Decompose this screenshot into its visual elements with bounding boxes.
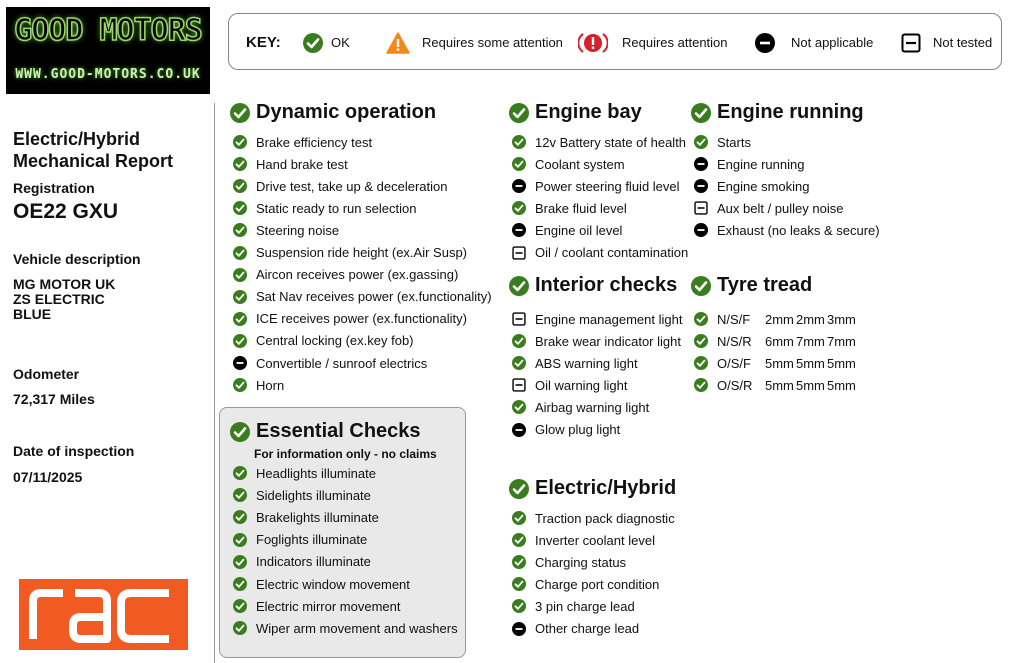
ok-check-icon	[233, 510, 247, 524]
ok-check-icon	[233, 223, 247, 237]
dynamic-operation-item-label: Brake efficiency test	[256, 134, 373, 150]
ok-check-icon	[512, 577, 526, 591]
interior-check-item	[512, 354, 638, 372]
engine-running-item-label: Exhaust (no leaks & secure)	[717, 222, 880, 238]
ok-check-icon	[233, 246, 247, 260]
tyre-depth: 5mm	[827, 355, 856, 371]
tyre-depth: 5mm	[765, 355, 794, 371]
inspection-date-value: 07/11/2025	[13, 469, 83, 485]
not-applicable-icon	[512, 423, 526, 437]
dynamic-operation-item-label: Horn	[256, 377, 285, 393]
interior-check-item-label: Airbag warning light	[535, 399, 650, 415]
dynamic-operation-item	[233, 199, 416, 217]
vehicle-model: ZS ELECTRIC	[13, 291, 105, 307]
interior-check-item	[512, 376, 628, 394]
electric-hybrid-item-label: Charge port condition	[535, 576, 660, 592]
ok-check-icon	[694, 334, 708, 348]
dynamic-operation-item	[233, 266, 458, 284]
essential-check-item-label: Sidelights illuminate	[256, 487, 371, 503]
not-tested-icon	[512, 312, 526, 326]
engine-running-item-label: Engine running	[717, 156, 805, 172]
dynamic-operation-item	[233, 133, 372, 151]
essential-check-item-label: Foglights illuminate	[256, 532, 368, 548]
tyre-position: O/S/R	[717, 377, 753, 393]
report-title-line1: Electric/Hybrid	[13, 129, 141, 149]
dynamic-operation-item	[233, 310, 467, 328]
ok-check-icon	[694, 135, 708, 149]
essential-checks-subtitle: For information only - no claims	[254, 447, 437, 461]
essential-check-item-label: Headlights illuminate	[256, 465, 376, 481]
ok-check-icon	[233, 533, 247, 547]
engine-running-item	[694, 221, 880, 239]
interior-check-item-label: Glow plug light	[535, 422, 621, 437]
engine-running-item	[694, 155, 804, 173]
tyre-depth: 2mm	[765, 311, 794, 327]
electric-hybrid-item-label: Other charge lead	[535, 621, 640, 636]
electric-hybrid-heading	[509, 477, 676, 500]
ok-check-icon	[509, 276, 529, 296]
interior-checks-heading	[509, 274, 677, 297]
dynamic-operation-item-label: ICE receives power (ex.functionality)	[256, 311, 467, 327]
tyre-row	[694, 332, 858, 350]
not-tested-icon	[512, 378, 526, 392]
ok-check-icon	[233, 621, 247, 635]
essential-check-item	[233, 531, 367, 549]
ok-check-icon	[512, 356, 526, 370]
key-title-wrap	[246, 14, 281, 71]
key-item-attention	[578, 14, 728, 71]
essential-check-item	[233, 553, 371, 571]
engine-bay-item-label: 12v Battery state of health	[535, 134, 687, 150]
engine-bay-item	[512, 177, 680, 195]
alert-exclamation-icon	[578, 31, 608, 55]
ok-check-icon	[233, 378, 247, 392]
dynamic-operation-item-label: Suspension ride height (ex.Air Susp)	[256, 245, 468, 260]
vehicle-make: MG MOTOR UK	[13, 276, 116, 292]
dynamic-operation-item-label: Static ready to run selection	[256, 200, 417, 216]
electric-hybrid-item	[512, 597, 635, 615]
essential-check-item	[233, 464, 376, 482]
interior-check-item-label: ABS warning light	[535, 355, 638, 371]
interior-check-item	[512, 332, 681, 350]
registration-label: Registration	[13, 180, 95, 196]
not-applicable-icon	[512, 179, 526, 193]
engine-bay-item-label: Brake fluid level	[535, 200, 627, 216]
tyre-depth: 5mm	[796, 355, 825, 371]
engine-bay-item	[512, 155, 625, 173]
ok-check-icon	[233, 334, 247, 348]
engine-bay-item	[512, 133, 686, 151]
dynamic-operation-item	[233, 244, 467, 262]
inspection-date-label: Date of inspection	[13, 443, 135, 459]
tyre-depth: 7mm	[827, 333, 856, 349]
tyre-row	[694, 376, 858, 394]
dynamic-operation-item-label: Steering noise	[256, 222, 340, 238]
registration-value: OE22 GXU	[13, 200, 119, 223]
engine-bay-item-label: Coolant system	[535, 156, 625, 172]
essential-check-item	[233, 575, 410, 593]
dynamic-operation-title: Dynamic operation	[256, 101, 437, 123]
engine-running-heading	[691, 101, 864, 124]
tyre-position: N/S/F	[717, 311, 751, 327]
tyre-depth: 5mm	[827, 377, 856, 393]
engine-bay-item-label: Engine oil level	[535, 222, 623, 238]
not-tested-icon	[512, 246, 526, 260]
dynamic-operation-item-label: Hand brake test	[256, 156, 348, 172]
essential-check-item-label: Wiper arm movement and washers	[256, 620, 458, 636]
ok-check-icon	[233, 157, 247, 171]
engine-bay-item-label: Oil / coolant contamination	[535, 245, 689, 260]
ok-check-icon	[691, 276, 711, 296]
not-applicable-icon	[755, 33, 775, 53]
vehicle-description	[13, 277, 115, 322]
ok-check-icon	[233, 466, 247, 480]
tyre-position: N/S/R	[717, 333, 752, 349]
not-applicable-icon	[694, 179, 708, 193]
electric-hybrid-item-label: 3 pin charge lead	[535, 598, 635, 614]
ok-check-icon	[694, 312, 708, 326]
not-applicable-icon	[694, 223, 708, 237]
ok-check-icon	[512, 533, 526, 547]
engine-running-item	[694, 177, 810, 195]
ok-check-icon	[512, 555, 526, 569]
key-label-some-attention: Requires some attention	[422, 35, 563, 50]
key-item-na	[755, 14, 873, 71]
essential-checks-heading	[230, 420, 421, 443]
ok-check-icon	[230, 422, 250, 442]
key-label-na: Not applicable	[791, 35, 874, 50]
ok-check-icon	[694, 378, 708, 392]
ok-check-icon	[691, 103, 711, 123]
dynamic-operation-item-label: Aircon receives power (ex.gassing)	[256, 267, 459, 283]
electric-hybrid-item-label: Traction pack diagnostic	[535, 510, 675, 526]
ok-check-icon	[233, 201, 247, 215]
interior-check-item	[512, 398, 649, 416]
engine-running-item-label: Engine smoking	[717, 178, 810, 194]
ok-check-icon	[233, 135, 247, 149]
essential-check-item-label: Indicators illuminate	[256, 554, 371, 570]
electric-hybrid-item	[512, 553, 626, 571]
dynamic-operation-item	[233, 177, 448, 195]
ok-check-icon	[694, 356, 708, 370]
ok-check-icon	[509, 103, 529, 123]
rac-logo	[19, 579, 188, 650]
dynamic-operation-item	[233, 221, 339, 239]
ok-check-icon	[303, 33, 323, 53]
ok-check-icon	[233, 179, 247, 193]
column-divider	[214, 103, 215, 663]
engine-running-title: Engine running	[717, 101, 864, 123]
odometer-label: Odometer	[13, 366, 80, 382]
essential-check-item	[233, 619, 458, 637]
engine-bay-title: Engine bay	[535, 101, 642, 123]
ok-check-icon	[233, 555, 247, 569]
ok-check-icon	[512, 334, 526, 348]
warning-triangle-icon	[386, 32, 410, 54]
tyre-row	[694, 354, 858, 372]
not-applicable-icon	[512, 622, 526, 636]
engine-bay-item-label: Power steering fluid level	[535, 178, 680, 194]
dynamic-operation-item-label: Central locking (ex.key fob)	[256, 333, 414, 349]
key-item-ok	[303, 14, 350, 71]
key-legend	[228, 13, 1002, 70]
engine-bay-item	[512, 221, 622, 239]
odometer-value: 72,317 Miles	[13, 391, 95, 407]
vehicle-description-label: Vehicle description	[13, 251, 141, 267]
rac-logo-icon	[19, 579, 188, 650]
tyre-depth: 6mm	[765, 333, 794, 349]
key-label-nt: Not tested	[933, 35, 993, 50]
ok-check-icon	[233, 599, 247, 613]
interior-check-item	[512, 310, 682, 328]
key-item-nt	[901, 14, 992, 71]
interior-check-item-label: Engine management light	[535, 311, 683, 327]
ok-check-icon	[233, 577, 247, 591]
essential-check-item	[233, 597, 400, 615]
logo-title: GOOD MOTORS	[14, 13, 202, 48]
interior-checks-title: Interior checks	[535, 274, 678, 296]
engine-running-item	[694, 199, 843, 217]
ok-check-icon	[233, 268, 247, 282]
dynamic-operation-item-label: Drive test, take up & deceleration	[256, 178, 448, 194]
engine-bay-item	[512, 199, 627, 217]
ok-check-icon	[509, 479, 529, 499]
key-title: KEY:	[246, 34, 281, 51]
tyre-depth: 3mm	[827, 311, 856, 327]
engine-running-item-label: Starts	[717, 134, 751, 150]
logo-website: WWW.GOOD-MOTORS.CO.UK	[15, 67, 201, 82]
electric-hybrid-item-label: Inverter coolant level	[535, 532, 655, 548]
dynamic-operation-item	[233, 332, 414, 350]
essential-check-item-label: Electric window movement	[256, 576, 410, 592]
engine-running-item	[694, 133, 751, 151]
good-motors-logo	[6, 7, 210, 94]
electric-hybrid-title: Electric/Hybrid	[535, 477, 677, 499]
report-title-line2: Mechanical Report	[13, 151, 174, 171]
essential-check-item	[233, 486, 371, 504]
tyre-depth: 2mm	[796, 311, 825, 327]
engine-bay-item	[512, 244, 688, 262]
ok-check-icon	[512, 135, 526, 149]
ok-check-icon	[230, 103, 250, 123]
key-label-ok: OK	[331, 35, 350, 50]
not-applicable-icon	[512, 223, 526, 237]
ok-check-icon	[512, 511, 526, 525]
not-applicable-icon	[694, 157, 708, 171]
ok-check-icon	[512, 400, 526, 414]
dynamic-operation-item	[233, 376, 284, 394]
electric-hybrid-item	[512, 531, 655, 549]
interior-check-item	[512, 421, 620, 439]
essential-check-item	[233, 508, 379, 526]
ok-check-icon	[512, 201, 526, 215]
dynamic-operation-item	[233, 288, 492, 306]
key-item-some-attention	[386, 14, 563, 71]
not-applicable-icon	[233, 356, 247, 370]
engine-bay-heading	[509, 101, 642, 124]
electric-hybrid-item	[512, 509, 675, 527]
dynamic-operation-heading	[230, 101, 436, 124]
ok-check-icon	[233, 290, 247, 304]
dynamic-operation-item-label: Convertible / sunroof electrics	[256, 355, 428, 371]
vehicle-colour: BLUE	[13, 306, 52, 322]
ok-check-icon	[233, 312, 247, 326]
essential-checks-title: Essential Checks	[256, 420, 421, 442]
ok-check-icon	[512, 599, 526, 613]
tyre-position: O/S/F	[717, 355, 751, 371]
electric-hybrid-item	[512, 575, 659, 593]
dynamic-operation-item	[233, 155, 348, 173]
tyre-depth: 7mm	[796, 333, 825, 349]
electric-hybrid-item	[512, 620, 639, 638]
not-tested-icon	[694, 201, 708, 215]
key-label-attention: Requires attention	[622, 35, 728, 50]
report-title	[13, 128, 173, 172]
interior-check-item-label: Oil warning light	[535, 377, 628, 393]
dynamic-operation-item-label: Sat Nav receives power (ex.functionality)	[256, 289, 492, 305]
interior-check-item-label: Brake wear indicator light	[535, 333, 681, 349]
essential-check-item-label: Electric mirror movement	[256, 598, 401, 614]
not-tested-icon	[901, 33, 921, 53]
essential-check-item-label: Brakelights illuminate	[256, 509, 379, 525]
engine-running-item-label: Aux belt / pulley noise	[717, 200, 844, 216]
tyre-tread-heading	[691, 274, 812, 297]
tyre-tread-title: Tyre tread	[717, 274, 813, 296]
tyre-depth: 5mm	[765, 377, 794, 393]
ok-check-icon	[233, 488, 247, 502]
electric-hybrid-item-label: Charging status	[535, 554, 627, 570]
tyre-depth: 5mm	[796, 377, 825, 393]
tyre-row	[694, 310, 858, 328]
dynamic-operation-item	[233, 354, 427, 372]
ok-check-icon	[512, 157, 526, 171]
